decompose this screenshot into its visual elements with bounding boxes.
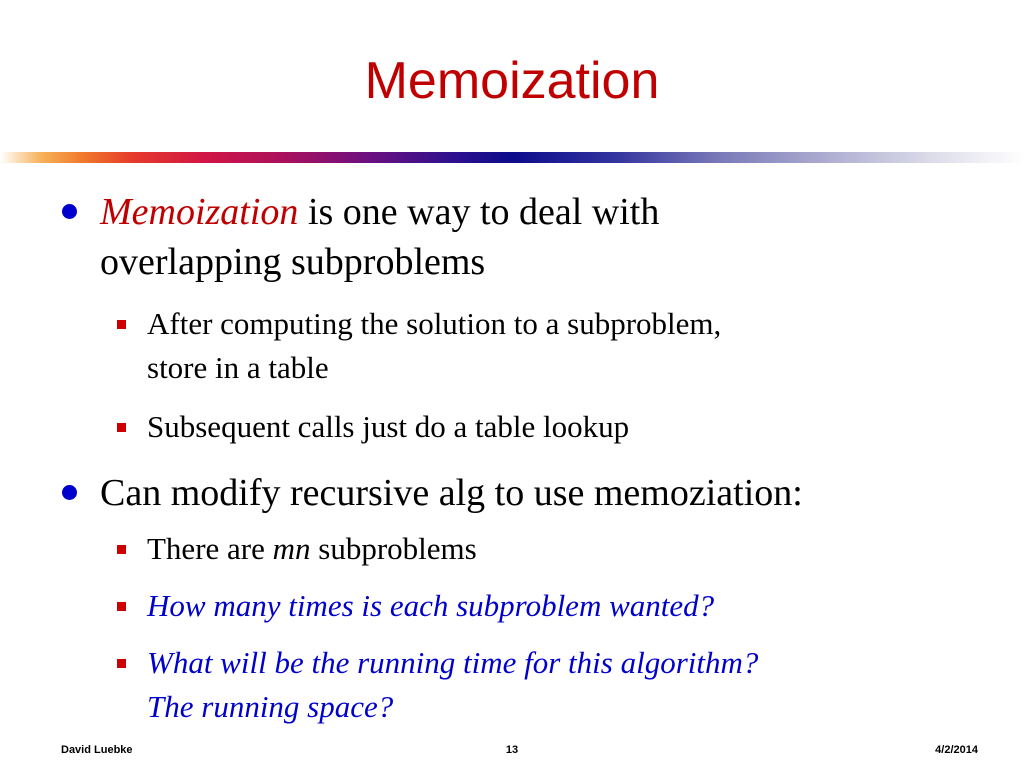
square-bullet-icon xyxy=(117,659,126,668)
sub-bullet-table-lookup xyxy=(147,405,957,449)
bullet-dot-icon xyxy=(62,204,77,219)
bullet-modify-recursive xyxy=(100,468,960,518)
sub-bullet-line2: store in a table xyxy=(147,350,329,385)
square-bullet-icon xyxy=(117,320,126,329)
sub-bullet-running-time xyxy=(147,641,957,729)
bullet-text-line1: is one way to deal with xyxy=(298,191,660,233)
bullet-dot-icon xyxy=(62,485,77,500)
question-text: How many times is each subproblem wanted? xyxy=(147,588,715,623)
sub-bullet-text: Subsequent calls just do a table lookup xyxy=(147,409,630,444)
slide-title: Memoization xyxy=(364,52,660,110)
sub-bullet-store-table xyxy=(147,302,957,390)
sub-bullet-post: subproblems xyxy=(310,531,477,566)
bullet-memoization xyxy=(100,187,960,287)
square-bullet-icon xyxy=(117,545,126,554)
square-bullet-icon xyxy=(117,602,126,611)
question-line2: The running space? xyxy=(147,689,394,724)
footer-date: 4/2/2014 xyxy=(935,744,978,756)
bullet-text: Can modify recursive alg to use memoziation: xyxy=(100,472,803,514)
square-bullet-icon xyxy=(117,423,126,432)
footer-author: David Luebke xyxy=(61,744,133,756)
question-line1: What will be the running time for this algorithm? xyxy=(147,645,759,680)
sub-bullet-how-many-times xyxy=(147,584,957,628)
sub-bullet-line1: After computing the solution to a subproblem, xyxy=(147,306,722,341)
mn-term: mn xyxy=(272,531,311,566)
footer-page-number: 13 xyxy=(505,744,519,756)
memoization-term: Memoization xyxy=(100,191,299,233)
sub-bullet-mn-subproblems xyxy=(147,527,957,571)
sub-bullet-pre: There are xyxy=(147,531,273,566)
bullet-text-line2: overlapping subproblems xyxy=(100,241,486,283)
